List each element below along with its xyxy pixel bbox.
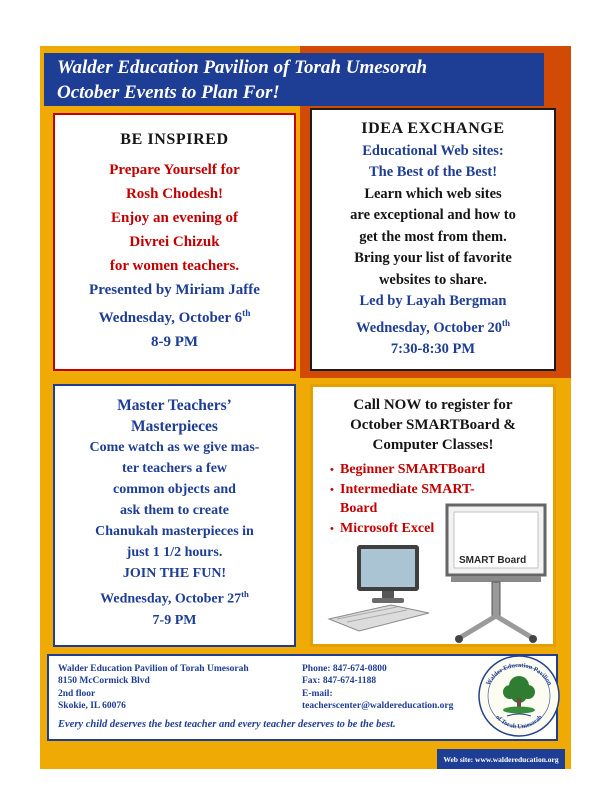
be-inspired-line: Enjoy an evening of bbox=[110, 210, 239, 226]
be-inspired-presenter: Presented by Miriam Jaffe bbox=[89, 282, 260, 298]
card-register bbox=[310, 384, 556, 647]
banner-line-1: Walder Education Pavilion of Torah Umesorah bbox=[57, 57, 428, 78]
class-list-item: • Microsoft Excel bbox=[329, 519, 501, 539]
master-teachers-title: Master Teachers’ bbox=[117, 397, 232, 414]
date-suffix: th bbox=[242, 309, 251, 319]
tagline: Every child deserves the best teacher and every teacher deserves to be the best. bbox=[58, 719, 396, 730]
date-suffix: th bbox=[501, 317, 510, 328]
master-teachers-body: ter teachers a few bbox=[121, 461, 228, 476]
banner bbox=[44, 53, 544, 106]
master-teachers-body: common objects and bbox=[113, 482, 236, 497]
master-teachers-time: 7-9 PM bbox=[152, 612, 197, 628]
idea-exchange-body: websites to share. bbox=[378, 271, 488, 288]
date-text: Wednesday, October 6 bbox=[98, 310, 243, 326]
be-inspired-line: for women teachers. bbox=[109, 258, 240, 274]
master-teachers-body: Come watch as we give mas- bbox=[89, 440, 260, 455]
idea-exchange-presenter: Led by Layah Bergman bbox=[359, 293, 507, 309]
address-block bbox=[58, 663, 249, 712]
register-title: Call NOW to register for bbox=[353, 397, 513, 413]
be-inspired-time: 8-9 PM bbox=[150, 334, 199, 350]
card-master-teachers bbox=[53, 384, 296, 647]
register-title: Computer Classes! bbox=[372, 437, 494, 453]
logo-arc-bottom-text: of Torah Umesorah bbox=[494, 713, 544, 731]
idea-exchange-time: 7:30-8:30 PM bbox=[390, 340, 476, 357]
class-list-item: • Intermediate SMART-Board bbox=[329, 480, 501, 519]
master-teachers-date bbox=[55, 584, 294, 610]
address-line: 2nd floor bbox=[58, 688, 96, 699]
master-teachers-body: just 1 1/2 hours. bbox=[126, 545, 223, 560]
logo-arc-top-text: Walder Education Pavilion bbox=[484, 661, 554, 687]
class-list-item: • Beginner SMARTBoard bbox=[329, 460, 501, 480]
be-inspired-title: BE INSPIRED bbox=[120, 131, 229, 148]
be-inspired-date bbox=[55, 302, 294, 330]
date-text: Wednesday, October 27 bbox=[100, 591, 242, 607]
smartboard-illustration bbox=[445, 503, 551, 645]
idea-exchange-subtitle: Educational Web sites: bbox=[362, 142, 504, 159]
website-bar bbox=[437, 749, 565, 769]
smartboard-label: SMART Board bbox=[459, 555, 527, 566]
fax-line: Fax: 847-674-1188 bbox=[302, 676, 377, 687]
email-label: E-mail: bbox=[302, 688, 333, 699]
walder-logo-seal bbox=[477, 654, 561, 738]
idea-exchange-body: Bring your list of favorite bbox=[354, 250, 512, 266]
date-text: Wednesday, October 20 bbox=[356, 319, 502, 336]
master-teachers-body: Chanukah masterpieces in bbox=[95, 524, 254, 539]
idea-exchange-body: Learn which web sites bbox=[364, 185, 502, 202]
card-idea-exchange bbox=[310, 108, 556, 371]
be-inspired-line: Prepare Yourself for bbox=[109, 162, 240, 178]
idea-exchange-title: IDEA EXCHANGE bbox=[361, 120, 505, 137]
register-title: October SMARTBoard & bbox=[350, 417, 516, 433]
computer-illustration bbox=[327, 545, 445, 633]
address-line: Skokie, IL 60076 bbox=[58, 700, 126, 711]
idea-exchange-subtitle: The Best of the Best! bbox=[368, 164, 498, 180]
master-teachers-title: Masterpieces bbox=[131, 418, 218, 435]
date-suffix: th bbox=[241, 589, 249, 599]
address-line: 8150 McCormick Blvd bbox=[58, 676, 150, 687]
idea-exchange-date bbox=[312, 313, 554, 339]
banner-line-2: October Events to Plan For! bbox=[57, 82, 280, 103]
phone-line: Phone: 847-674-0800 bbox=[302, 664, 387, 674]
idea-exchange-body: are exceptional and how to bbox=[350, 207, 516, 223]
email-address: teacherscenter@waldereducation.org bbox=[302, 700, 454, 711]
contact-block bbox=[302, 663, 453, 712]
master-teachers-body: JOIN THE FUN! bbox=[122, 566, 227, 581]
website-url: Web site: www.waldereducation.org bbox=[443, 754, 559, 764]
address-line: Walder Education Pavilion of Torah Umesorah bbox=[58, 664, 249, 674]
be-inspired-line: Divrei Chizuk bbox=[129, 234, 220, 250]
idea-exchange-body: get the most from them. bbox=[359, 228, 507, 245]
be-inspired-line: Rosh Chodesh! bbox=[125, 186, 224, 202]
master-teachers-body: ask them to create bbox=[120, 503, 229, 518]
card-be-inspired bbox=[53, 113, 296, 371]
